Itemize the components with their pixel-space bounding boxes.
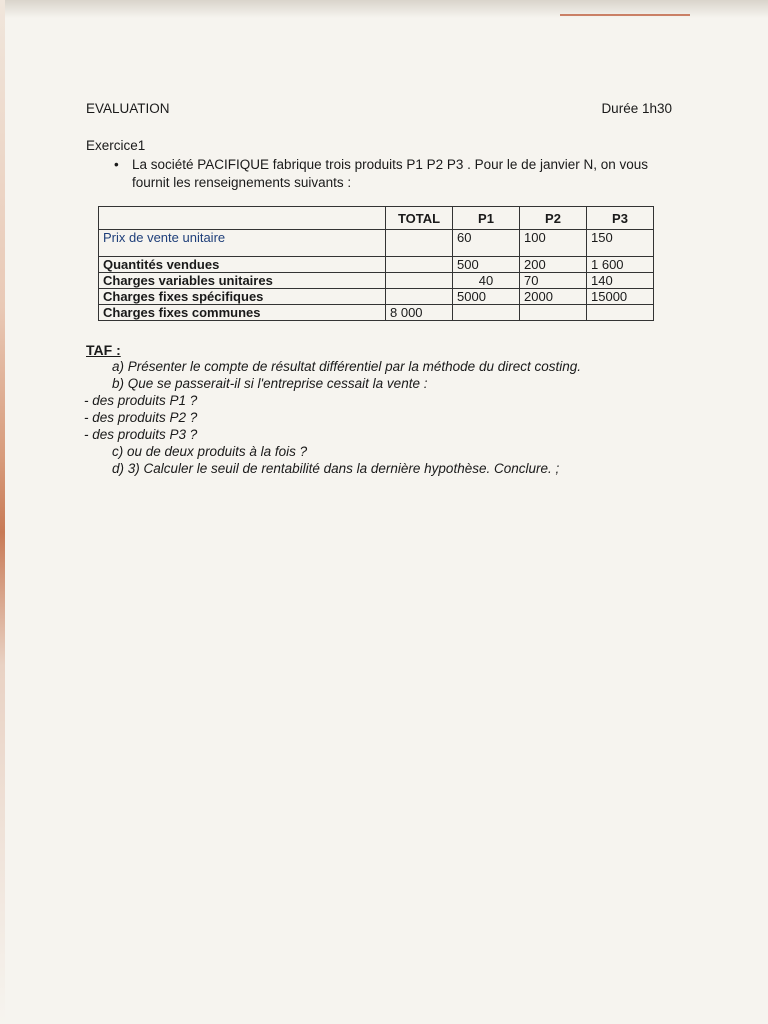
table-cell: 40 [453,273,520,289]
table-row [99,289,654,305]
table-cell: 15000 [587,289,654,305]
table-header-cell: TOTAL [386,207,453,230]
table-cell [386,289,453,305]
table-cell: 100 [520,230,587,257]
taf-item: - des produits P1 ? [84,393,198,408]
row-label: Prix de vente unitaire [99,230,386,257]
table-header-cell: P1 [453,207,520,230]
taf-item: a) Présenter le compte de résultat différentiel par la méthode du direct costing. [112,359,581,374]
table-cell: 150 [587,230,654,257]
table-cell: 70 [520,273,587,289]
exercise-statement [114,156,684,192]
taf-item: - des produits P2 ? [84,410,198,425]
table-cell [587,305,654,321]
row-label: Charges fixes communes [99,305,386,321]
table-row [99,273,654,289]
data-table [98,206,654,321]
taf-title: TAF : [86,342,121,358]
table-cell: 2000 [520,289,587,305]
table-cell [386,230,453,257]
bullet-icon: • [114,157,119,172]
paper-edge-mark [560,14,690,16]
table-cell [386,257,453,273]
table-row [99,257,654,273]
taf-list [84,358,581,477]
table-cell [386,273,453,289]
table-cell: 5000 [453,289,520,305]
table-cell: 1 600 [587,257,654,273]
table-header-cell: P2 [520,207,587,230]
row-label: Charges variables unitaires [99,273,386,289]
exercise-title: Exercice1 [86,138,146,153]
document-title: EVALUATION [86,101,170,116]
table-cell: 8 000 [386,305,453,321]
table-header-row [99,207,654,230]
row-label: Charges fixes spécifiques [99,289,386,305]
paper-left-edge [0,0,5,1024]
table-cell [520,305,587,321]
taf-item: d) 3) Calculer le seuil de rentabilité dans la dernière hypothèse. Conclure. ; [112,461,560,476]
taf-item: b) Que se passerait-il si l'entreprise cessait la vente : [112,376,428,391]
taf-item: c) ou de deux produits à la fois ? [112,444,308,459]
table-cell: 200 [520,257,587,273]
table-header-cell: P3 [587,207,654,230]
table-cell: 60 [453,230,520,257]
table-header-cell [99,207,386,230]
exam-duration: Durée 1h30 [601,101,672,116]
taf-item: - des produits P3 ? [84,427,198,442]
table-row [99,305,654,321]
table-cell: 140 [587,273,654,289]
exercise-statement-text: La société PACIFIQUE fabrique trois produits P1 P2 P3 . Pour le de janvier N, on vous fournit les renseignements suivants : [132,157,649,190]
row-label: Quantités vendues [99,257,386,273]
table-row [99,230,654,257]
table-cell [453,305,520,321]
table-cell: 500 [453,257,520,273]
